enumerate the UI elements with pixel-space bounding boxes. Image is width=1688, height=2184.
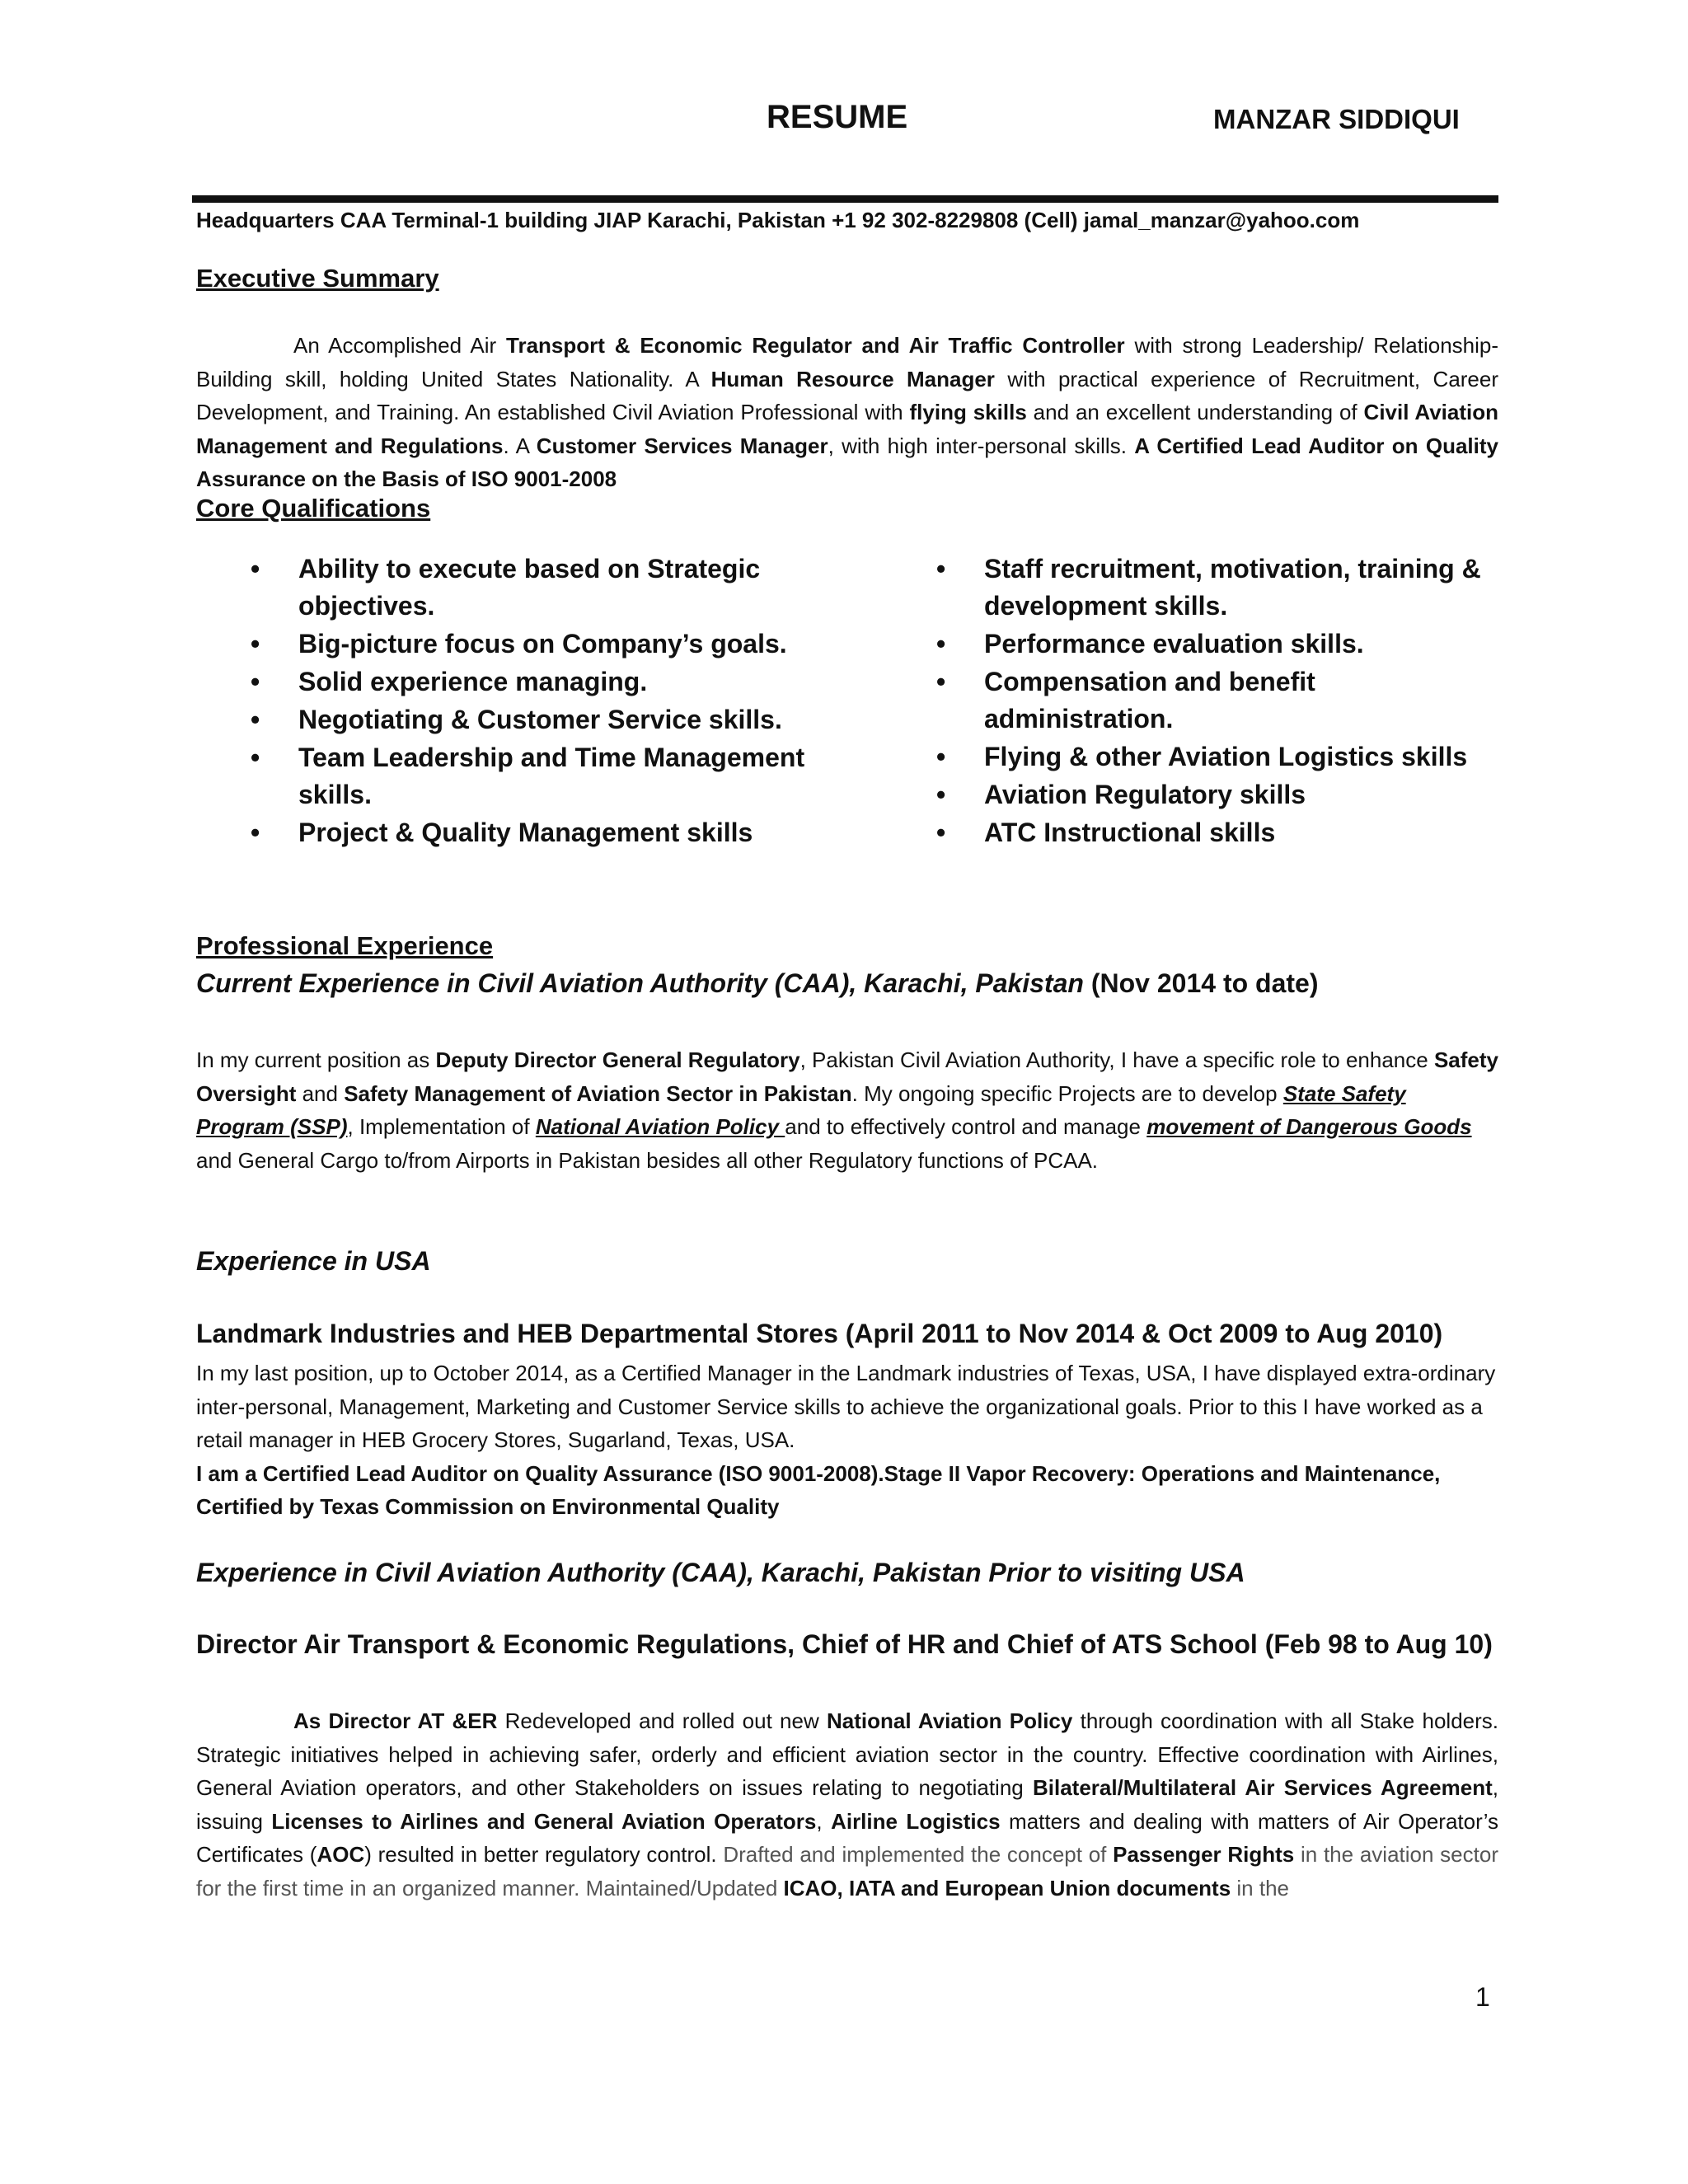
usa-experience-heading: Experience in USA — [196, 1246, 431, 1276]
bullet-icon: • — [251, 818, 260, 847]
executive-summary-heading: Executive Summary — [196, 264, 439, 293]
bullet-icon: • — [251, 705, 260, 734]
list-item: • ATC Instructional skills — [882, 814, 1492, 851]
list-item: • Big-picture focus on Company’s goals. — [196, 626, 823, 663]
landmark-text: In my last position, up to October 2014, as a Certified Manager in the Landmark industries of Texas, USA, I have displayed extra-ordinary inter-personal, Management, Marketing and Customer Service skills to achieve the organizational goals. Prior to this I have worked as a retail manager in HEB Grocery Stores, Sugarland, Texas, USA. I am a Certified Lead Auditor on Quality Assurance (ISO 9001-2008).Stage II Vapor Recovery: Operations and Maintenance, Certified by Texas Commission on Environmental Quality — [196, 1361, 1496, 1519]
ssp-link: State Safety Program (SSP) — [196, 1080, 1406, 1139]
list-item: • Solid experience managing. — [196, 663, 823, 701]
list-item: • Flying & other Aviation Logistics skills — [882, 738, 1492, 776]
list-item: • Team Leadership and Time Management skills. — [196, 739, 823, 813]
executive-summary-text: An Accomplished Air Transport & Economic Regulator and Air Traffic Controller with strong Leadership/ Relationship-Building skill, holding United States Nationality. A Human Resource Manager with practical experience of Recruitment, Career Development, and Training. An established Civil Aviation Professional with flying skills and an excellent understanding of Civil Aviation Management and Regulations. A Customer Services Manager, with high inter-personal skills. A Certified Lead Auditor on Quality Assurance on the Basis of ISO 9001-2008 — [196, 333, 1499, 491]
list-item: • Aviation Regulatory skills — [882, 776, 1492, 813]
page-number: 1 — [1475, 1982, 1490, 2012]
candidate-name: MANZAR SIDDIQUI — [1213, 104, 1460, 134]
caa-prior-heading: Experience in Civil Aviation Authority (CAA), Karachi, Pakistan Prior to visiting USA — [196, 1558, 1245, 1587]
qualifications-right-column — [882, 551, 1492, 852]
core-qualifications-list — [196, 551, 1498, 864]
core-qualifications-heading: Core Qualifications — [196, 494, 431, 523]
contact-line: Headquarters CAA Terminal-1 building JIAP Karachi, Pakistan +1 92 302-8229808 (Cell) jamal_manzar@yahoo.com — [196, 208, 1360, 232]
list-item: • Project & Quality Management skills — [196, 814, 823, 851]
director-heading: Director Air Transport & Economic Regulations, Chief of HR and Chief of ATS School (Feb 98 to Aug 10) — [196, 1629, 1493, 1659]
list-item: • Compensation and benefit administration. — [882, 663, 1492, 738]
landmark-heading: Landmark Industries and HEB Departmental Stores (April 2011 to Nov 2014 & Oct 2009 to Aug 2010) — [196, 1319, 1443, 1348]
bullet-icon: • — [936, 667, 946, 696]
professional-experience-heading: Professional Experience — [196, 931, 494, 960]
national-aviation-policy-link: National Aviation Policy — [535, 1114, 785, 1139]
list-item: • Staff recruitment, motivation, training & development skills. — [882, 551, 1492, 625]
bullet-icon: • — [936, 780, 946, 809]
list-item: • Negotiating & Customer Service skills. — [196, 701, 823, 738]
current-experience-text: In my current position as Deputy Director General Regulatory, Pakistan Civil Aviation Authority, I have a specific role to enhance Safety Oversight and Safety Management of Aviation Sector in Pakistan. My ongoing specific Projects are to develop State Safety Program (SSP), Implementation of National Aviation Policy and to effectively control and manage movement of Dangerous Goods and General Cargo to/from Airports in Pakistan besides all other Regulatory functions of PCAA. — [196, 1047, 1498, 1173]
director-text: As Director AT &ER Redeveloped and rolled out new National Aviation Policy through coordination with all Stake holders. Strategic initiatives helped in achieving safer, orderly and efficient aviation sector in the country. Effective coordination with Airlines, General Aviation operators, and other Stakeholders on issues relating to negotiating Bilateral/Multilateral Air Services Agreement, issuing Licenses to Airlines and General Aviation Operators, Airline Logistics matters and dealing with matters of Air Operator’s Certificates (AOC) resulted in better regulatory control. Drafted and implemented the concept of Passenger Rights in the aviation sector for the first time in an organized manner. Maintained/Updated ICAO, IATA and European Union documents in the — [196, 1708, 1499, 1900]
document-title: RESUME — [767, 99, 908, 135]
bullet-icon: • — [251, 554, 260, 583]
bullet-icon: • — [936, 818, 946, 847]
bullet-icon: • — [251, 667, 260, 696]
qualifications-left-column — [196, 551, 823, 852]
header-divider — [192, 195, 1498, 203]
bullet-icon: • — [251, 629, 260, 658]
dangerous-goods-link: movement of Dangerous Goods — [1146, 1114, 1472, 1139]
bullet-icon: • — [936, 629, 946, 658]
bullet-icon: • — [936, 554, 946, 583]
current-experience-heading: Current Experience in Civil Aviation Authority (CAA), Karachi, Pakistan (Nov 2014 to date) — [196, 968, 1319, 998]
list-item: • Performance evaluation skills. — [882, 626, 1492, 663]
bullet-icon: • — [936, 742, 946, 771]
list-item: • Ability to execute based on Strategic objectives. — [196, 551, 823, 625]
bullet-icon: • — [251, 743, 260, 772]
